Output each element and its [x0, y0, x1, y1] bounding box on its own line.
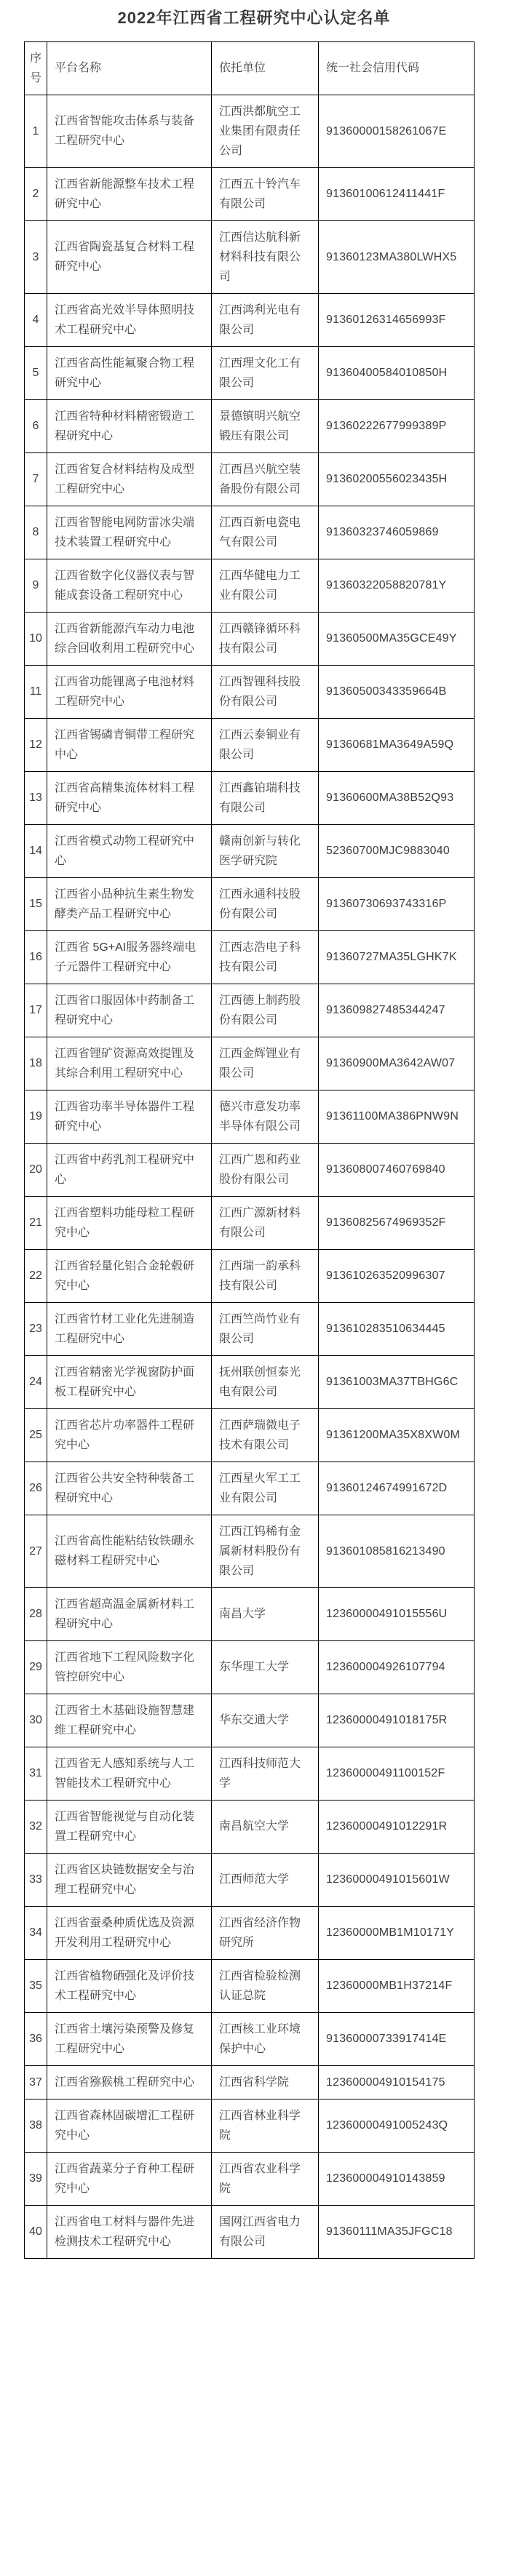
table-row [25, 1462, 475, 1515]
supporting-unit-cell: 江西鸿利光电有限公司 [212, 293, 319, 346]
credit-code-cell: 123600004926107794 [319, 1640, 475, 1694]
serial-cell: 4 [25, 293, 47, 346]
credit-code-cell: 91360681MA3649A59Q [319, 718, 475, 771]
platform-name-cell: 江西省无人感知系统与人工智能技术工程研究中心 [47, 1747, 212, 1800]
platform-name-cell: 江西省超高温金属新材料工程研究中心 [47, 1587, 212, 1640]
table-row [25, 452, 475, 506]
serial-cell: 25 [25, 1408, 47, 1462]
supporting-unit-cell: 东华理工大学 [212, 1640, 319, 1694]
table-row [25, 1694, 475, 1747]
credit-code-cell: 91361003MA37TBHG6C [319, 1355, 475, 1408]
table-row [25, 2065, 475, 2099]
header-row [25, 41, 475, 95]
serial-cell: 27 [25, 1515, 47, 1587]
serial-cell: 29 [25, 1640, 47, 1694]
credit-code-cell: 12360000491015601W [319, 1853, 475, 1906]
platform-name-cell: 江西省公共安全特种装备工程研究中心 [47, 1462, 212, 1515]
credit-code-cell: 913601085816213490 [319, 1515, 475, 1587]
supporting-unit-cell: 江西广恩和药业股份有限公司 [212, 1143, 319, 1196]
table-row [25, 1640, 475, 1694]
credit-code-cell: 12360000MB1H37214F [319, 1959, 475, 2012]
serial-cell: 12 [25, 718, 47, 771]
table-row [25, 1959, 475, 2012]
platform-name-cell: 江西省 5G+AI服务器终端电子元器件工程研究中心 [47, 930, 212, 984]
supporting-unit-cell: 江西德上制药股份有限公司 [212, 984, 319, 1037]
serial-cell: 8 [25, 506, 47, 559]
platform-name-cell: 江西省竹材工业化先进制造工程研究中心 [47, 1302, 212, 1355]
serial-cell: 32 [25, 1800, 47, 1853]
platform-name-cell: 江西省高性能粘结钕铁硼永磁材料工程研究中心 [47, 1515, 212, 1587]
credit-code-cell: 12360000491100152F [319, 1747, 475, 1800]
platform-name-cell: 江西省锂矿资源高效提锂及其综合利用工程研究中心 [47, 1037, 212, 1090]
platform-name-cell: 江西省塑料功能母粒工程研究中心 [47, 1196, 212, 1249]
serial-cell: 40 [25, 2205, 47, 2258]
serial-cell: 30 [25, 1694, 47, 1747]
supporting-unit-cell: 江西核工业环境保护中心 [212, 2012, 319, 2065]
table-row [25, 718, 475, 771]
serial-cell: 5 [25, 346, 47, 399]
supporting-unit-cell: 江西星火军工工业有限公司 [212, 1462, 319, 1515]
header-platform-name: 平台名称 [47, 41, 212, 95]
supporting-unit-cell: 江西云泰铜业有限公司 [212, 718, 319, 771]
credit-code-cell: 12360000491015556U [319, 1587, 475, 1640]
table-row [25, 1587, 475, 1640]
platform-name-cell: 江西省智能视觉与自动化装置工程研究中心 [47, 1800, 212, 1853]
supporting-unit-cell: 江西瑞一韵承科技有限公司 [212, 1249, 319, 1302]
supporting-unit-cell: 江西志浩电子科技有限公司 [212, 930, 319, 984]
credit-code-cell: 91360222677999389P [319, 399, 475, 452]
platform-name-cell: 江西省特种材料精密锻造工程研究中心 [47, 399, 212, 452]
serial-cell: 28 [25, 1587, 47, 1640]
platform-name-cell: 江西省复合材料结构及成型工程研究中心 [47, 452, 212, 506]
serial-cell: 35 [25, 1959, 47, 2012]
table-row [25, 506, 475, 559]
serial-cell: 37 [25, 2065, 47, 2099]
platform-name-cell: 江西省陶瓷基复合材料工程研究中心 [47, 220, 212, 293]
table-row [25, 1906, 475, 1959]
supporting-unit-cell: 江西鑫铂瑞科技有限公司 [212, 771, 319, 824]
serial-cell: 7 [25, 452, 47, 506]
header-credit-code: 统一社会信用代码 [319, 41, 475, 95]
platform-name-cell: 江西省功率半导体器件工程研究中心 [47, 1090, 212, 1143]
serial-cell: 2 [25, 167, 47, 220]
platform-name-cell: 江西省数字化仪器仪表与智能成套设备工程研究中心 [47, 559, 212, 612]
platform-name-cell: 江西省植物硒强化及评价技术工程研究中心 [47, 1959, 212, 2012]
table-row [25, 1853, 475, 1906]
credit-code-cell: 12360000491005243Q [319, 2099, 475, 2152]
supporting-unit-cell: 江西科技师范大学 [212, 1747, 319, 1800]
table-row [25, 2152, 475, 2205]
supporting-unit-cell: 江西省科学院 [212, 2065, 319, 2099]
credit-code-cell: 91360500MA35GCE49Y [319, 612, 475, 665]
platform-name-cell: 江西省蔬菜分子育种工程研究中心 [47, 2152, 212, 2205]
supporting-unit-cell: 江西百新电瓷电气有限公司 [212, 506, 319, 559]
credit-code-cell: 913608007460769840 [319, 1143, 475, 1196]
serial-cell: 17 [25, 984, 47, 1037]
credit-code-cell: 12360000491012291R [319, 1800, 475, 1853]
credit-code-cell: 91360000158261067E [319, 95, 475, 167]
credit-code-cell: 91360100612411441F [319, 167, 475, 220]
credit-code-cell: 91360727MA35LGHK7K [319, 930, 475, 984]
table-row [25, 167, 475, 220]
platform-name-cell: 江西省芯片功率器件工程研究中心 [47, 1408, 212, 1462]
serial-cell: 16 [25, 930, 47, 984]
supporting-unit-cell: 南昌大学 [212, 1587, 319, 1640]
serial-cell: 26 [25, 1462, 47, 1515]
supporting-unit-cell: 德兴市意发功率半导体有限公司 [212, 1090, 319, 1143]
credit-code-cell: 913610283510634445 [319, 1302, 475, 1355]
supporting-unit-cell: 江西省农业科学院 [212, 2152, 319, 2205]
serial-cell: 36 [25, 2012, 47, 2065]
table-row [25, 1090, 475, 1143]
serial-cell: 14 [25, 824, 47, 877]
serial-cell: 39 [25, 2152, 47, 2205]
table-row [25, 95, 475, 167]
header-supporting-unit: 依托单位 [212, 41, 319, 95]
platform-name-cell: 江西省轻量化铝合金轮毂研究中心 [47, 1249, 212, 1302]
table-row [25, 1408, 475, 1462]
credit-code-cell: 91360730693743316P [319, 877, 475, 930]
supporting-unit-cell: 抚州联创恒泰光电有限公司 [212, 1355, 319, 1408]
supporting-unit-cell: 江西萨瑞微电子技术有限公司 [212, 1408, 319, 1462]
platform-name-cell: 江西省蚕桑种质优选及资源开发利用工程研究中心 [47, 1906, 212, 1959]
supporting-unit-cell: 江西广源新材料有限公司 [212, 1196, 319, 1249]
platform-name-cell: 江西省中药乳剂工程研究中心 [47, 1143, 212, 1196]
supporting-unit-cell: 南昌航空大学 [212, 1800, 319, 1853]
table-row [25, 2205, 475, 2258]
table-row [25, 1302, 475, 1355]
credit-code-cell: 913610263520996307 [319, 1249, 475, 1302]
platform-name-cell: 江西省高性能氟聚合物工程研究中心 [47, 346, 212, 399]
credit-code-cell: 12360000491018175R [319, 1694, 475, 1747]
platform-name-cell: 江西省地下工程风险数字化管控研究中心 [47, 1640, 212, 1694]
supporting-unit-cell: 江西昌兴航空装备股份有限公司 [212, 452, 319, 506]
platform-name-cell: 江西省口服固体中药制备工程研究中心 [47, 984, 212, 1037]
table-row [25, 220, 475, 293]
table-row [25, 2012, 475, 2065]
table-row [25, 665, 475, 718]
credit-code-cell: 91360323746059869 [319, 506, 475, 559]
serial-cell: 24 [25, 1355, 47, 1408]
credit-code-cell: 12360000MB1M10171Y [319, 1906, 475, 1959]
serial-cell: 13 [25, 771, 47, 824]
table-row [25, 1800, 475, 1853]
serial-cell: 20 [25, 1143, 47, 1196]
credit-code-cell: 91360400584010850H [319, 346, 475, 399]
supporting-unit-cell: 江西洪都航空工业集团有限责任公司 [212, 95, 319, 167]
credit-code-cell: 91360200556023435H [319, 452, 475, 506]
platform-name-cell: 江西省小品种抗生素生物发酵类产品工程研究中心 [47, 877, 212, 930]
table-row [25, 2099, 475, 2152]
platform-name-cell: 江西省智能电网防雷冰尖端技术装置工程研究中心 [47, 506, 212, 559]
serial-cell: 3 [25, 220, 47, 293]
credit-code-cell: 91360111MA35JFGC18 [319, 2205, 475, 2258]
supporting-unit-cell: 江西信达航科新材料科技有限公司 [212, 220, 319, 293]
serial-cell: 33 [25, 1853, 47, 1906]
credit-code-cell: 52360700MJC9883040 [319, 824, 475, 877]
supporting-unit-cell: 江西省经济作物研究所 [212, 1906, 319, 1959]
platform-name-cell: 江西省森林固碳增汇工程研究中心 [47, 2099, 212, 2152]
table-row [25, 877, 475, 930]
supporting-unit-cell: 赣南创新与转化医学研究院 [212, 824, 319, 877]
supporting-unit-cell: 江西赣锋循环科技有限公司 [212, 612, 319, 665]
platform-name-cell: 江西省区块链数据安全与治理工程研究中心 [47, 1853, 212, 1906]
credit-code-cell: 913609827485344247 [319, 984, 475, 1037]
platform-name-cell: 江西省土木基础设施智慧建维工程研究中心 [47, 1694, 212, 1747]
credit-code-cell: 91360825674969352F [319, 1196, 475, 1249]
credit-code-cell: 123600004910143859 [319, 2152, 475, 2205]
platform-name-cell: 江西省新能源整车技术工程研究中心 [47, 167, 212, 220]
platform-name-cell: 江西省电工材料与器件先进检测技术工程研究中心 [47, 2205, 212, 2258]
serial-cell: 31 [25, 1747, 47, 1800]
credit-code-cell: 91360322058820781Y [319, 559, 475, 612]
table-row [25, 399, 475, 452]
serial-cell: 19 [25, 1090, 47, 1143]
serial-cell: 10 [25, 612, 47, 665]
table-row [25, 771, 475, 824]
table-row [25, 1515, 475, 1587]
certification-table [24, 41, 475, 2259]
serial-cell: 21 [25, 1196, 47, 1249]
table-row [25, 1747, 475, 1800]
serial-cell: 23 [25, 1302, 47, 1355]
serial-cell: 22 [25, 1249, 47, 1302]
serial-cell: 15 [25, 877, 47, 930]
supporting-unit-cell: 华东交通大学 [212, 1694, 319, 1747]
platform-name-cell: 江西省智能攻击体系与装备工程研究中心 [47, 95, 212, 167]
platform-name-cell: 江西省功能锂离子电池材料工程研究中心 [47, 665, 212, 718]
serial-cell: 6 [25, 399, 47, 452]
supporting-unit-cell: 江西江钨稀有金属新材料股份有限公司 [212, 1515, 319, 1587]
table-row [25, 346, 475, 399]
credit-code-cell: 91361100MA386PNW9N [319, 1090, 475, 1143]
platform-name-cell: 江西省高光效半导体照明技术工程研究中心 [47, 293, 212, 346]
supporting-unit-cell: 景德镇明兴航空锻压有限公司 [212, 399, 319, 452]
serial-cell: 9 [25, 559, 47, 612]
platform-name-cell: 江西省高精集流体材料工程研究中心 [47, 771, 212, 824]
supporting-unit-cell: 江西五十铃汽车有限公司 [212, 167, 319, 220]
supporting-unit-cell: 江西理文化工有限公司 [212, 346, 319, 399]
table-row [25, 1355, 475, 1408]
supporting-unit-cell: 江西智锂科技股份有限公司 [212, 665, 319, 718]
credit-code-cell: 91360000733917414E [319, 2012, 475, 2065]
serial-cell: 38 [25, 2099, 47, 2152]
platform-name-cell: 江西省模式动物工程研究中心 [47, 824, 212, 877]
credit-code-cell: 91360900MA3642AW07 [319, 1037, 475, 1090]
table-row [25, 1037, 475, 1090]
header-serial-number: 序号 [25, 41, 47, 95]
credit-code-cell: 91361200MA35X8XW0M [319, 1408, 475, 1462]
supporting-unit-cell: 江西竺尚竹业有限公司 [212, 1302, 319, 1355]
serial-cell: 1 [25, 95, 47, 167]
table-row [25, 1249, 475, 1302]
platform-name-cell: 江西省新能源汽车动力电池综合回收利用工程研究中心 [47, 612, 212, 665]
platform-name-cell: 江西省土壤污染预警及修复工程研究中心 [47, 2012, 212, 2065]
supporting-unit-cell: 国网江西省电力有限公司 [212, 2205, 319, 2258]
platform-name-cell: 江西省精密光学视窗防护面板工程研究中心 [47, 1355, 212, 1408]
supporting-unit-cell: 江西永通科技股份有限公司 [212, 877, 319, 930]
table-row [25, 612, 475, 665]
table-row [25, 824, 475, 877]
serial-cell: 18 [25, 1037, 47, 1090]
table-row [25, 1143, 475, 1196]
table-row [25, 559, 475, 612]
table-row [25, 293, 475, 346]
table-body [25, 95, 475, 2258]
serial-cell: 34 [25, 1906, 47, 1959]
credit-code-cell: 91360124674991672D [319, 1462, 475, 1515]
page-title: 2022年江西省工程研究中心认定名单 [117, 9, 391, 27]
supporting-unit-cell: 江西华健电力工业有限公司 [212, 559, 319, 612]
table-row [25, 930, 475, 984]
platform-name-cell: 江西省锡磷青铜带工程研究中心 [47, 718, 212, 771]
supporting-unit-cell: 江西师范大学 [212, 1853, 319, 1906]
table-row [25, 984, 475, 1037]
credit-code-cell: 91360123MA380LWHX5 [319, 220, 475, 293]
credit-code-cell: 91360126314656993F [319, 293, 475, 346]
credit-code-cell: 91360600MA38B52Q93 [319, 771, 475, 824]
table-row [25, 1196, 475, 1249]
credit-code-cell: 123600004910154175 [319, 2065, 475, 2099]
platform-name-cell: 江西省猕猴桃工程研究中心 [47, 2065, 212, 2099]
credit-code-cell: 91360500343359664B [319, 665, 475, 718]
supporting-unit-cell: 江西金辉锂业有限公司 [212, 1037, 319, 1090]
supporting-unit-cell: 江西省林业科学院 [212, 2099, 319, 2152]
supporting-unit-cell: 江西省检验检测认证总院 [212, 1959, 319, 2012]
serial-cell: 11 [25, 665, 47, 718]
